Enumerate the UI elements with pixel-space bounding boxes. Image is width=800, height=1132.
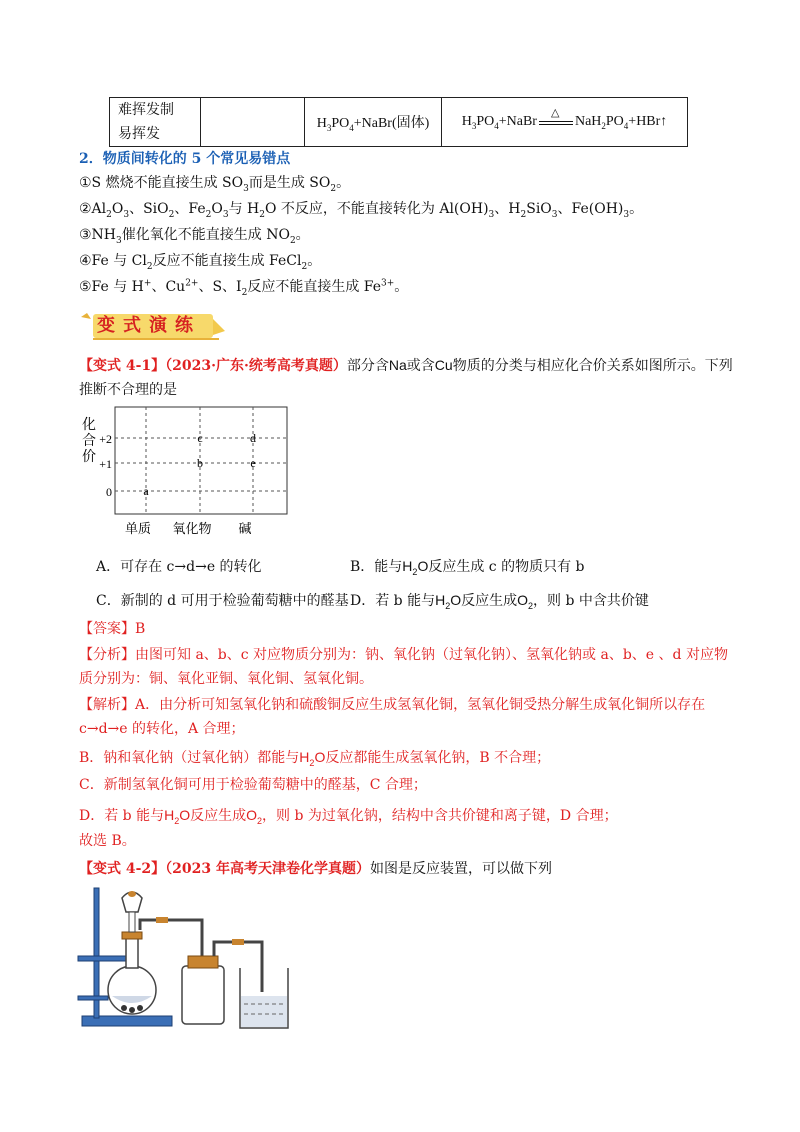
option-b[interactable]: B．能与$H_2O$反应生成 c 的物质只有 b (350, 558, 585, 577)
explanation-line-1: 【解析】A．由分析可知氢氧化钠和硫酸铜反应生成氢氧化铜，氢氧化铜受热分解生成氧化铜所以存在 (79, 697, 706, 713)
cell-text: 易挥发 (118, 126, 160, 142)
subscript: 3 (471, 120, 477, 131)
table-cell-equation (442, 98, 688, 147)
formula-text: +NaBr(固体) (353, 116, 430, 131)
formula-text: PO (476, 114, 495, 129)
option-a[interactable]: A．可存在 c→d→e 的转化 (96, 559, 262, 575)
explanation-line-3: B．钠和氧化钠（过氧化钠）都能与$H_2O$反应都能生成氢氧化钠，B 不合理； (79, 749, 551, 768)
question-tag: 【变式 4-1】 (79, 358, 166, 374)
question-source: （2023·广东·统考高考真题） (165, 358, 347, 374)
x-tick-label: 单质 (124, 522, 152, 537)
x-tick-label: 氧化物 (172, 522, 212, 537)
formula-text: +NaBr (498, 114, 537, 129)
y-tick-label: +2 (99, 432, 112, 446)
reaction-table (109, 97, 688, 147)
answer-line: 【答案】B (79, 621, 146, 637)
subscript: 3 (326, 122, 332, 133)
chart-point-b: b (197, 456, 203, 470)
y-tick-label: +1 (99, 457, 112, 471)
q41-stem-line2: 推断不合理的是 (79, 382, 177, 398)
formula-text: PO (331, 116, 350, 131)
subscript: 2 (601, 120, 606, 131)
axis-label-char: 价 (82, 449, 96, 465)
explanation-line-2: c→d→e 的转化，A 合理； (79, 721, 245, 737)
section-title: 2．物质间转化的 5 个常见易错点 (79, 151, 291, 167)
question-tag: 【变式 4-2】 (79, 861, 166, 877)
axis-label-char: 合 (82, 433, 96, 449)
table-cell-reagents (305, 98, 442, 147)
explanation-line-5: D．若 b 能与$H_2O$反应生成$O_2$，则 b 为过氧化钠，结构中含共价键和离子键，D 合理； (79, 807, 618, 826)
table-cell-empty (201, 98, 305, 147)
note-line-2: $②Al_2O_3$、SiO$_2$、$Fe_2O_3$与 $H_2O$ 不反应，不能直接转化为 $Al(OH)_3$、$H_2SiO_3$、$Fe(OH)_3$。 (79, 201, 644, 220)
subscript: 4 (623, 120, 629, 131)
note-line-1: ①S 燃烧不能直接生成 $SO_3$而是生成 $SO_2$。 (79, 175, 351, 194)
chart-point-a: a (143, 484, 149, 498)
formula-text: H (461, 114, 472, 129)
option-d[interactable]: D．若 b 能与$H_2O$反应生成$O_2$，则 b 中含共价键 (350, 592, 649, 611)
y-tick-label: 0 (106, 485, 112, 499)
question-source: （2023 年高考天津卷化学真题） (165, 861, 371, 877)
analysis-line-1: 【分析】由图可知 a、b、c 对应物质分别为：钠、氧化钠（过氧化钠）、氢氧化钠或 a、b、e 、d 对应物 (79, 647, 728, 663)
explanation-line-6: 故选 B。 (79, 833, 136, 849)
subscript: 4 (494, 120, 499, 131)
chart-ylabel (82, 417, 96, 465)
chart-xticks (125, 521, 252, 537)
subscript: 4 (349, 122, 354, 133)
explanation-line-4: C．新制氢氧化铜可用于检验葡萄糖中的醛基，C 合理； (79, 777, 427, 793)
chart-point-e: e (250, 456, 256, 470)
note-line-5: ⑤Fe 与 H+、$Cu^{2+}$、S、$I_2$反应不能直接生成 $Fe^{3+}$。 (79, 278, 409, 298)
cell-text: 难挥发制 (118, 102, 174, 118)
heat-equals-sign (537, 106, 575, 129)
formula-text: PO (605, 114, 624, 129)
reaction-apparatus-illustration (72, 884, 312, 1036)
q41-stem-line1: 【变式 4-1】（2023·广东·统考高考真题）部分含Na或含Cu物质的分类与相应化合价关系如图所示。下列 (79, 357, 733, 374)
axis-label-char: 化 (82, 417, 96, 433)
table-cell-category (110, 98, 201, 147)
analysis-line-2: 质分别为：铜、氧化亚铜、氧化铜、氢氧化铜。 (79, 671, 373, 687)
q42-stem: 【变式 4-2】（2023 年高考天津卷化学真题）如图是反应装置，可以做下列 (79, 861, 553, 877)
x-tick-label: 碱 (238, 522, 252, 537)
heat-triangle-icon: △ (550, 106, 560, 119)
practice-banner (79, 311, 229, 341)
chart-point-c: c (197, 431, 203, 445)
formula-text: NaH (574, 114, 602, 129)
note-line-3: $③NH_3$催化氧化不能直接生成 $NO_2$。 (79, 227, 310, 246)
valence-chart (72, 405, 294, 540)
note-line-4: ④Fe 与 $Cl_2$反应不能直接生成 FeCl$_2$。 (79, 253, 322, 272)
option-c[interactable]: C．新制的 d 可用于检验葡萄糖中的醛基 (96, 593, 349, 609)
formula-text: +HBr↑ (628, 114, 668, 129)
chart-yticks (99, 432, 112, 499)
banner-title: 变式演练 (97, 315, 201, 336)
chart-point-d: d (250, 431, 256, 445)
table-row (110, 98, 688, 147)
formula-text: H (316, 116, 327, 131)
